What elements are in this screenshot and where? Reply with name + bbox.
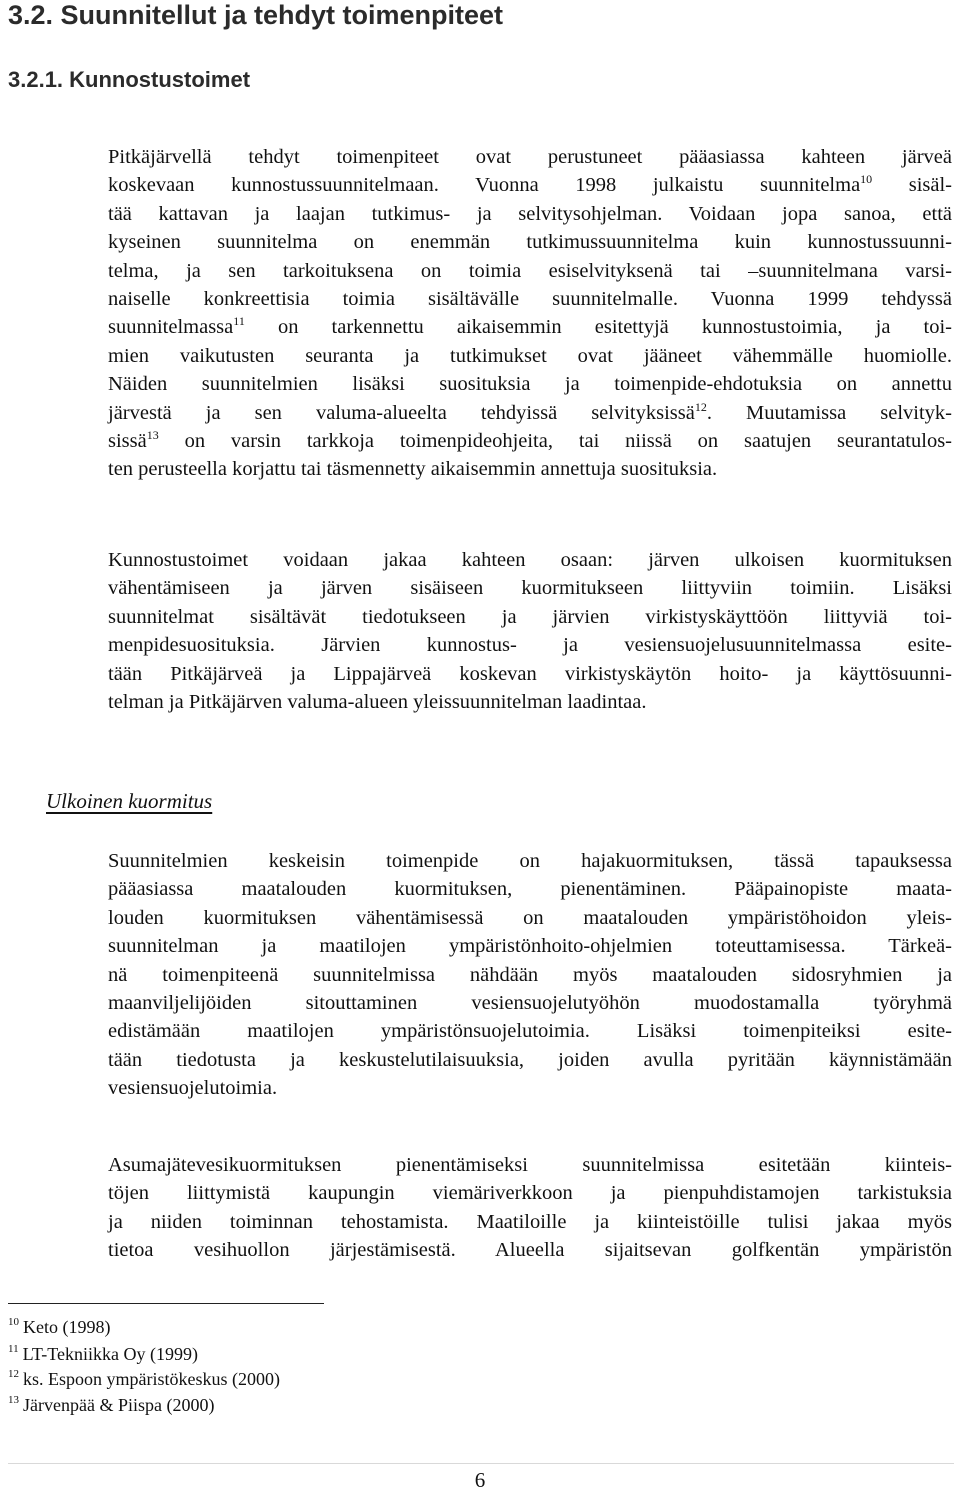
text-line: naiselle konkreettisia toimia sisältävälle suunnitelmalle. Vuonna 1999 tehdyssä <box>108 288 952 311</box>
section-heading: 3.2. Suunnitellut ja tehdyt toimenpiteet <box>8 0 504 30</box>
subheading-external-load: Ulkoinen kuormitus <box>46 789 213 813</box>
footnote-ref: 13 <box>146 428 159 443</box>
footnote-divider <box>8 1303 324 1304</box>
text-line: suunnitelman ja maatilojen ympäristönhoito-ohjelmien toteuttamisessa. Tärkeä- <box>108 935 952 958</box>
text-line: pääasiassa maatalouden kuormituksen, pienentäminen. Pääpainopiste maata- <box>108 878 952 901</box>
paragraph-3 <box>108 847 952 1103</box>
text-line: sissä$^{13}$ on varsin tarkkoja toimenpideohjeita, tai niissä on saatujen seurantatulos- <box>108 428 952 453</box>
text-line: telman ja Pitkäjärven valuma-alueen yleissuunnitelman laadintaa. <box>108 691 647 714</box>
footnote <box>8 1368 280 1390</box>
text-line: suunnitelmassa$^{11}$ on tarkennettu aikaisemmin esitettyjä kunnostustoimia, ja toi- <box>108 314 952 339</box>
text-line: Asumajätevesikuormituksen pienentämiseksi suunnitelmissa esitetään kiinteis- <box>108 1154 952 1176</box>
text-line: kyseinen suunnitelma on enemmän tutkimussuunnitelma kuin kunnostussuunni- <box>108 231 952 254</box>
footnote-number: 13 <box>8 1394 19 1406</box>
footnote-text: LT-Tekniikka Oy (1999) <box>22 1344 198 1364</box>
text-line: tään tiedotusta ja keskustelutilaisuuksia, joiden avulla pyritään käynnistämään <box>108 1048 952 1071</box>
text-line: ja niiden toiminnan tehostamista. Maatiloille ja kiinteistöille tulisi jakaa myös <box>108 1210 952 1233</box>
subsection-heading: 3.2.1. Kunnostustoimet <box>8 67 251 92</box>
footnote-number: 12 <box>8 1368 19 1380</box>
text-line: ten perusteella korjattu tai täsmennetty aikaisemmin annettuja suosituksia. <box>108 458 718 481</box>
footnote-ref: 10 <box>860 172 873 187</box>
page-divider <box>8 1463 954 1464</box>
paragraph-2 <box>108 546 952 716</box>
text-line: Pitkäjärvellä tehdyt toimenpiteet ovat perustuneet pääasiassa kahteen järveä <box>108 146 952 168</box>
text-line: Näiden suunnitelmien lisäksi suosituksia ja toimenpide-ehdotuksia on annettu <box>108 373 952 396</box>
page-number: 6 <box>474 1468 486 1492</box>
footnote-text: ks. Espoon ympäristökeskus (2000) <box>23 1369 280 1389</box>
text-line: suunnitelmat sisältävät tiedotukseen ja järvien virkistyskäyttöön liittyviä toi- <box>108 605 952 628</box>
text-line: tää kattavan ja laajan tutkimus- ja selvitysohjelman. Voidaan jopa sanoa, että <box>108 202 952 225</box>
text-line: edistämään maatilojen ympäristönsuojelutoimia. Lisäksi toimenpiteiksi esite- <box>108 1020 952 1043</box>
text-line: Suunnitelmien keskeisin toimenpide on hajakuormituksen, tässä tapauksessa <box>108 850 952 872</box>
text-line: töjen liittymistä kaupungin viemäriverkkoon ja pienpuhdistamojen tarkistuksia <box>108 1182 952 1205</box>
text-line: menpidesuosituksia. Järvien kunnostus- ja vesiensuojelusuunnitelmassa esite- <box>108 634 952 657</box>
text-line: tään Pitkäjärveä ja Lippajärveä koskevan virkistyskäytön hoito- ja käyttösuunni- <box>108 662 952 685</box>
text-line: vähentämiseen ja järven sisäiseen kuormitukseen liittyviin toimiin. Lisäksi <box>108 577 952 600</box>
footnote <box>8 1316 110 1338</box>
text-line: järvestä ja sen valuma-alueelta tehdyissä selvityksissä$^{12}$. Muutamissa selvityk- <box>108 399 952 424</box>
text-line: koskevaan kunnostussuunnitelmaan. Vuonna 1998 julkaistu suunnitelma$^{10}$ sisäl- <box>108 172 952 197</box>
footnote-ref: 11 <box>233 314 245 329</box>
text-line: nä toimenpiteenä suunnitelmissa nähdään myös maatalouden sidosryhmien ja <box>108 963 952 986</box>
footnote <box>8 1343 198 1365</box>
text-line: tietoa vesihuollon järjestämisestä. Alueella sijaitsevan golfkentän ympäristön <box>108 1239 952 1262</box>
footnote-text: Järvenpää & Piispa (2000) <box>23 1395 215 1415</box>
footnote-ref: 12 <box>694 399 707 414</box>
text-line: mien vaikutusten seuranta ja tutkimukset ovat jääneet vähemmälle huomiolle. <box>108 344 952 367</box>
text-line: telma, ja sen tarkoituksena on toimia esiselvityksenä tai –suunnitelmana varsi- <box>108 259 952 282</box>
footnote-text: Keto (1998) <box>23 1317 111 1337</box>
paragraph-4 <box>108 1151 952 1265</box>
footnote-number: 11 <box>8 1343 19 1355</box>
footnote-number: 10 <box>8 1316 19 1328</box>
text-line: vesiensuojelutoimia. <box>108 1077 278 1100</box>
text-line: louden kuormituksen vähentämisessä on maatalouden ympäristöhoidon yleis- <box>108 906 952 929</box>
paragraph-1 <box>108 143 952 484</box>
text-line: Kunnostustoimet voidaan jakaa kahteen osaan: järven ulkoisen kuormituksen <box>108 549 952 571</box>
text-line: maanviljelijöiden sitouttaminen vesiensuojelutyöhön muodostamalla työryhmä <box>108 992 952 1015</box>
footnote <box>8 1394 214 1416</box>
